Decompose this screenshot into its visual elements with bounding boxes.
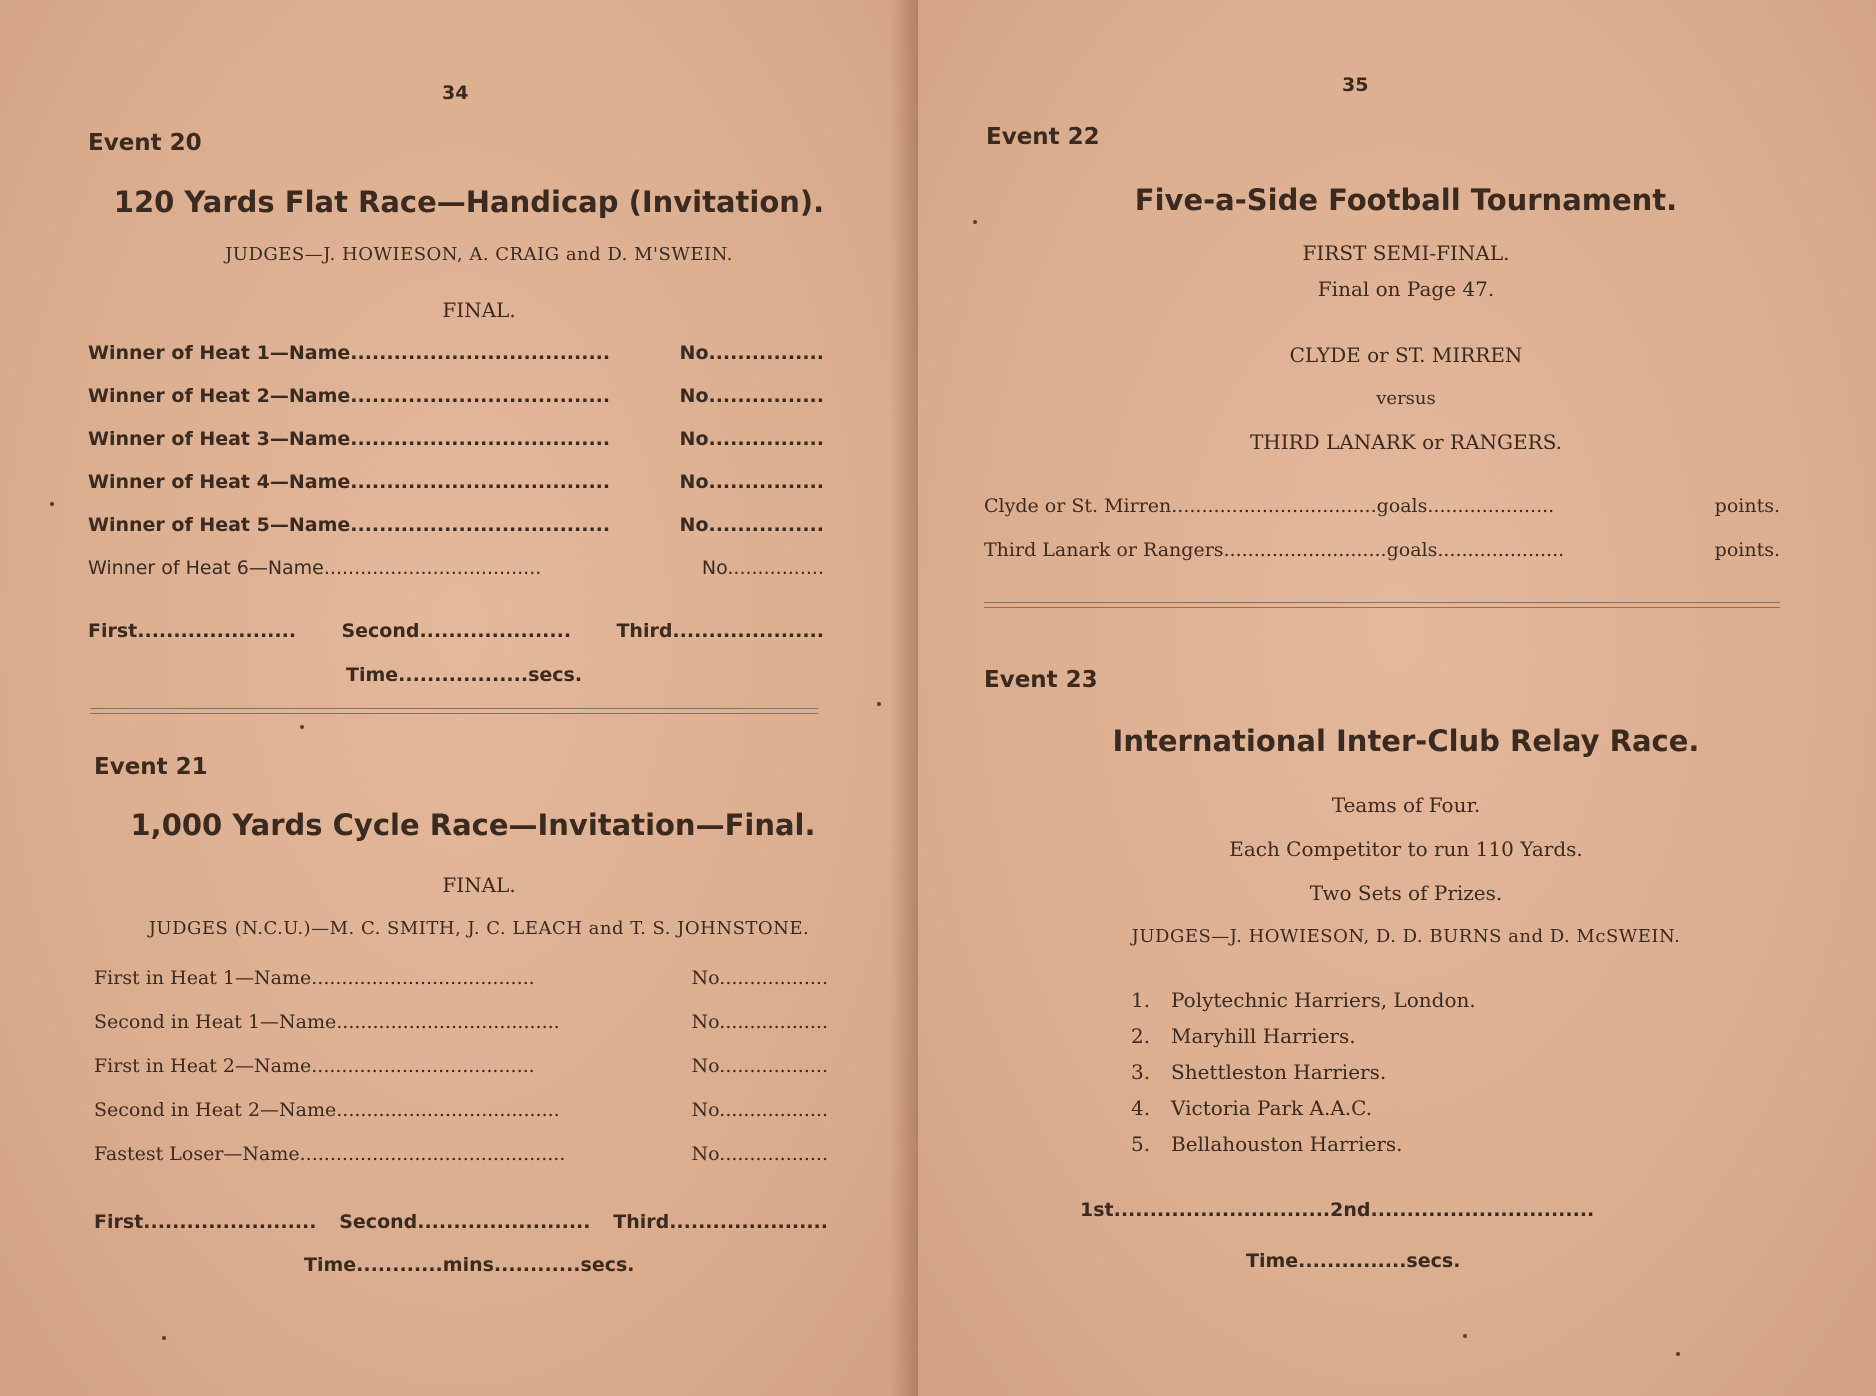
- event-label: Event 22: [986, 124, 1100, 150]
- second-place: Second.....................: [341, 620, 572, 642]
- heat-row: Winner of Heat 3—Name.................................... No................: [88, 428, 824, 450]
- list-item: 2. Maryhill Harriers.: [1131, 1024, 1356, 1048]
- final-label: FINAL.: [442, 298, 516, 322]
- score-row: Clyde or St. Mirren..................................goals..................... points.: [984, 495, 1780, 517]
- second-place: Second........................: [339, 1211, 591, 1233]
- event-label: Event 20: [88, 130, 202, 156]
- judges-line: JUDGES—J. HOWIESON, A. CRAIG and D. M'SWEIN.: [225, 244, 733, 265]
- placings-line: [1080, 1199, 1595, 1221]
- heat-row: Winner of Heat 6—Name.................................... No................: [88, 557, 824, 579]
- time-line: Time............mins............secs.: [304, 1254, 635, 1276]
- event-title: 1,000 Yards Cycle Race—Invitation—Final.: [130, 808, 816, 842]
- heat-finishers-list: [94, 967, 828, 1187]
- heat-row: Second in Heat 2—Name..................................... No..................: [94, 1099, 828, 1121]
- paper-speck: [973, 220, 977, 224]
- info-line: Teams of Four.: [1331, 793, 1481, 817]
- team-list: [1131, 988, 1476, 1168]
- heat-row: Winner of Heat 2—Name.................................... No................: [88, 385, 824, 407]
- paper-speck: [50, 502, 54, 506]
- heat-row: Winner of Heat 4—Name.................................... No................: [88, 471, 824, 493]
- right-page: [918, 0, 1876, 1396]
- placings-line: [88, 620, 824, 642]
- list-item: 1. Polytechnic Harriers, London.: [1131, 988, 1476, 1012]
- paper-speck: [1463, 1334, 1467, 1338]
- third-place: Third.....................: [616, 620, 824, 642]
- left-page: [0, 0, 918, 1396]
- heat-row: Winner of Heat 1—Name.................................... No................: [88, 342, 824, 364]
- event-label: Event 23: [984, 667, 1098, 693]
- semi-final-label: FIRST SEMI-FINAL.: [1302, 241, 1510, 265]
- heat-row: Second in Heat 1—Name..................................... No..................: [94, 1011, 828, 1033]
- heat-row: Fastest Loser—Name............................................ No..................: [94, 1143, 828, 1165]
- divider-rule: [984, 602, 1780, 608]
- list-item: 5. Bellahouston Harriers.: [1131, 1132, 1403, 1156]
- score-rows: [984, 495, 1780, 583]
- page-number: 34: [442, 82, 469, 104]
- judges-line: JUDGES—J. HOWIESON, D. D. BURNS and D. McSWEIN.: [1131, 926, 1681, 947]
- event-title: International Inter-Club Relay Race.: [1112, 724, 1700, 758]
- event-label: Event 21: [94, 754, 208, 780]
- paper-speck: [877, 702, 881, 706]
- time-line: Time..................secs.: [346, 664, 583, 686]
- list-item: 4. Victoria Park A.A.C.: [1131, 1096, 1373, 1120]
- event-title: Five-a-Side Football Tournament.: [1134, 183, 1678, 217]
- final-note: Final on Page 47.: [1317, 277, 1495, 301]
- third-place: Third......................: [613, 1211, 828, 1233]
- team-a: CLYDE or ST. MIRREN: [1289, 343, 1523, 367]
- second-place: 2nd...............................: [1330, 1199, 1595, 1221]
- divider-rule: [90, 708, 818, 714]
- first-place: First........................: [94, 1211, 317, 1233]
- paper-speck: [1676, 1352, 1680, 1356]
- heat-row: Winner of Heat 5—Name.................................... No................: [88, 514, 824, 536]
- time-line: Time...............secs.: [1246, 1250, 1461, 1272]
- info-line: Each Competitor to run 110 Yards.: [1229, 837, 1583, 861]
- page-number: 35: [1342, 74, 1369, 96]
- list-item: 3. Shettleston Harriers.: [1131, 1060, 1387, 1084]
- event-title: 120 Yards Flat Race—Handicap (Invitation).: [113, 185, 825, 219]
- team-b: THIRD LANARK or RANGERS.: [1249, 430, 1563, 454]
- final-label: FINAL.: [442, 873, 516, 897]
- paper-speck: [300, 725, 304, 729]
- judges-line: JUDGES (N.C.U.)—M. C. SMITH, J. C. LEACH and T. S. JOHNSTONE.: [148, 918, 810, 939]
- paper-speck: [162, 1336, 166, 1340]
- score-row: Third Lanark or Rangers...........................goals..................... points.: [984, 539, 1780, 561]
- placings-line: [94, 1211, 828, 1233]
- heat-row: First in Heat 1—Name..................................... No..................: [94, 967, 828, 989]
- heat-winners-list: [88, 342, 824, 600]
- first-place: First......................: [88, 620, 297, 642]
- heat-row: First in Heat 2—Name..................................... No..................: [94, 1055, 828, 1077]
- versus-label: versus: [1376, 388, 1436, 409]
- first-place: 1st..............................: [1080, 1199, 1331, 1221]
- info-line: Two Sets of Prizes.: [1309, 881, 1503, 905]
